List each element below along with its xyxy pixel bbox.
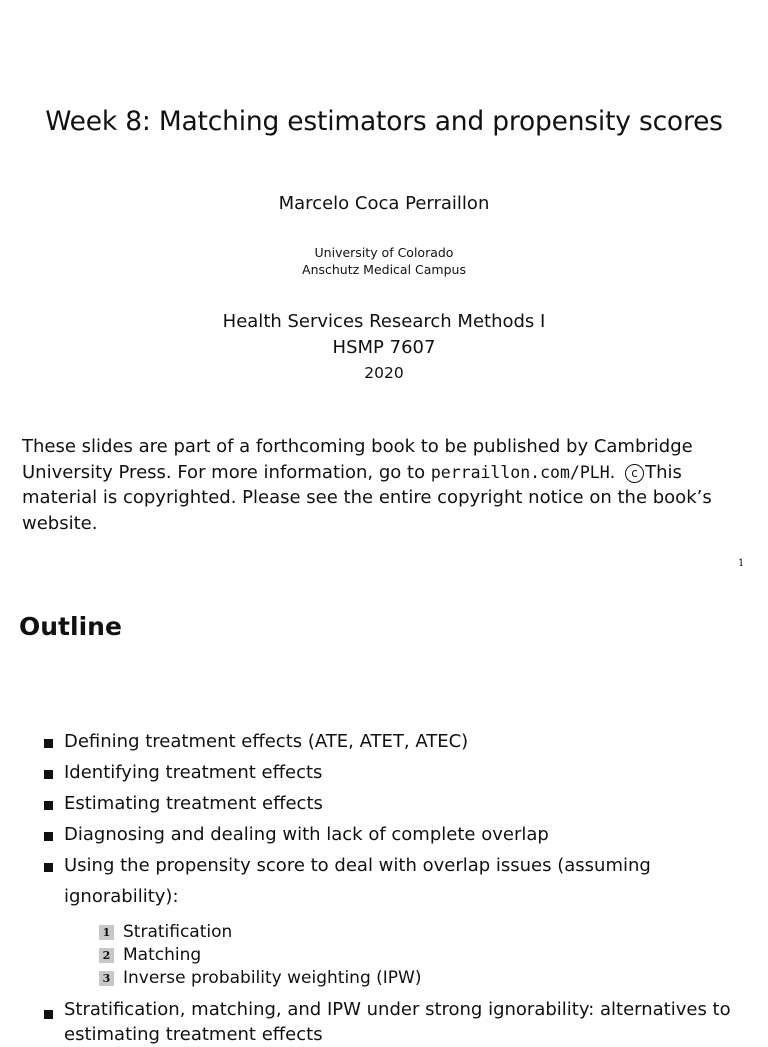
sub-list	[99, 921, 764, 990]
number-badge: 1	[99, 925, 114, 940]
list-item	[44, 819, 764, 850]
number-badge: 3	[99, 971, 114, 986]
bullet-square-icon	[44, 863, 53, 872]
list-item-text: Identifying treatment effects	[64, 762, 323, 783]
bullet-square-icon	[44, 1010, 53, 1019]
bullet-square-icon	[44, 801, 53, 810]
list-item-text: Diagnosing and dealing with lack of complete overlap	[64, 824, 549, 845]
institution-line-2: Anschutz Medical Campus	[302, 262, 466, 277]
number-badge: 2	[99, 948, 114, 963]
list-item-text: Stratification, matching, and IPW under strong ignorability: alternatives to estimating treatment effects	[64, 999, 731, 1045]
list-item	[44, 997, 764, 1047]
notice-period: .	[609, 461, 616, 483]
course-code: HSMP 7607	[332, 337, 436, 358]
outline-list	[44, 726, 764, 1047]
outline-heading: Outline	[19, 612, 122, 641]
bullet-square-icon	[44, 832, 53, 841]
list-item-text: Estimating treatment effects	[64, 793, 323, 814]
sub-item-text: Stratification	[123, 922, 233, 942]
list-item	[44, 726, 764, 757]
sub-list-item	[99, 921, 764, 944]
sub-item-text: Matching	[123, 945, 202, 965]
list-item-text: Using the propensity score to deal with overlap issues (assuming ignorability):	[64, 855, 651, 907]
course-info	[0, 309, 768, 385]
sub-list-item	[99, 944, 764, 967]
course-year: 2020	[364, 364, 404, 382]
copyright-notice	[22, 434, 722, 536]
notice-text-1: These slides are part of a forthcoming book to be published by Cambridge University Press. For more information, go to	[22, 436, 693, 483]
list-item-text: Defining treatment effects (ATE, ATET, ATEC)	[64, 731, 469, 752]
author-name: Marcelo Coca Perraillon	[278, 193, 490, 214]
list-item	[44, 757, 764, 788]
list-item	[44, 788, 764, 819]
slide-title: Week 8: Matching estimators and propensity scores	[45, 106, 723, 137]
course-name: Health Services Research Methods I	[222, 311, 546, 332]
bullet-square-icon	[44, 770, 53, 779]
copyright-icon: c	[625, 464, 644, 483]
page-number: 1	[738, 558, 745, 569]
notice-text-2: This material is copyrighted. Please see the entire copyright notice on the book’s website.	[22, 461, 712, 534]
institution	[0, 244, 768, 278]
sub-item-text: Inverse probability weighting (IPW)	[123, 968, 422, 988]
bullet-square-icon	[44, 739, 53, 748]
list-item	[44, 850, 764, 990]
book-link[interactable]: perraillon.com/PLH	[430, 462, 610, 482]
institution-line-1: University of Colorado	[314, 245, 454, 260]
sub-list-item	[99, 967, 764, 990]
